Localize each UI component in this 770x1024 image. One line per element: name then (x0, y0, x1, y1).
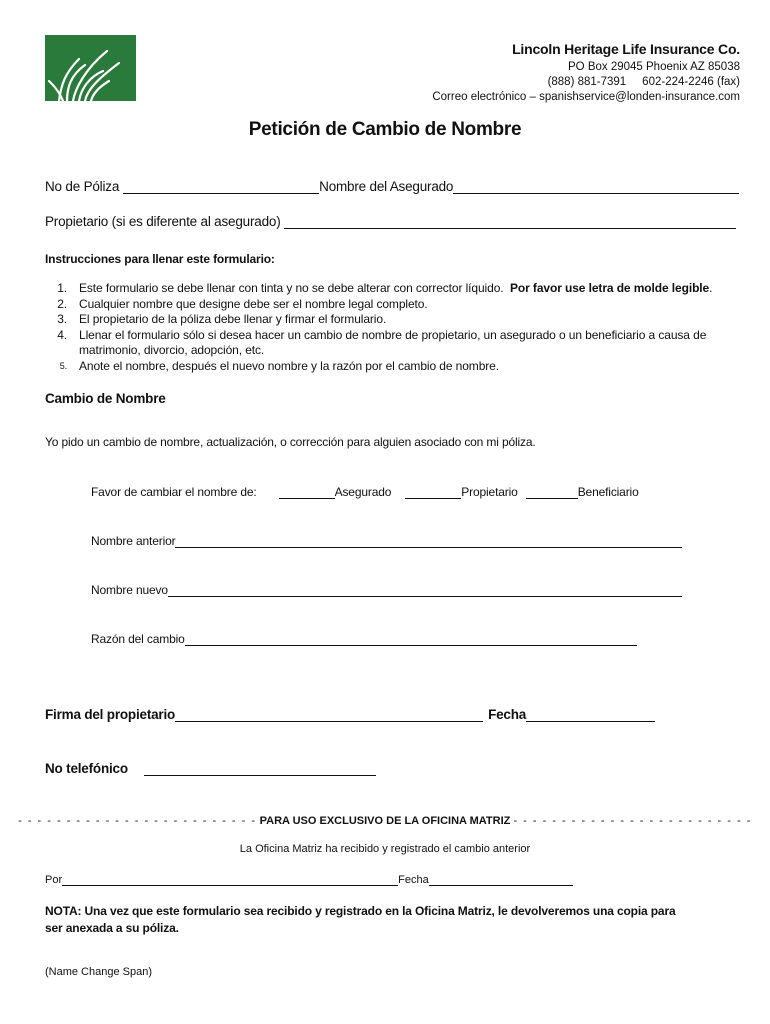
owner-signature-label: Firma del propietario (45, 707, 176, 722)
office-date-label: Fecha (398, 874, 429, 886)
office-use-heading (0, 815, 770, 827)
company-email: Correo electrónico – spanishservice@londen-insurance.com (432, 91, 740, 103)
list-item-text: Llenar el formulario sólo si desea hacer un cambio de nombre de propietario, un asegurado o un beneficiario a causa de matrimonio, divorcio, adopción, etc. (79, 327, 707, 357)
owner-field[interactable] (284, 214, 736, 229)
list-item-number: 3. (57, 312, 67, 326)
policy-number-label: No de Póliza (45, 179, 120, 194)
owner-option-label: Propietario (461, 485, 518, 499)
office-by-field[interactable] (62, 874, 398, 886)
list-item (45, 359, 735, 375)
dash-separator-right: - - - - - - - - - - - - - - - - - - - - - - - - - (513, 815, 752, 827)
green-grass-logo-icon (45, 35, 136, 101)
list-item (45, 328, 735, 359)
signature-row (45, 707, 655, 722)
list-item-text: Anote el nombre, después el nuevo nombre y la razón por el cambio de nombre. (79, 358, 499, 373)
company-address: PO Box 29045 Phoenix AZ 85038 (568, 61, 740, 73)
policy-number-field[interactable] (123, 179, 319, 194)
change-of-label: Favor de cambiar el nombre de: (91, 485, 257, 499)
form-code: (Name Change Span) (45, 966, 153, 978)
signature-date-label: Fecha (488, 707, 527, 722)
office-by-label: Por (45, 874, 63, 886)
reason-row (91, 631, 637, 646)
phone-label: No telefónico (45, 761, 128, 776)
office-use-title: PARA USO EXCLUSIVO DE LA OFICINA MATRIZ (259, 815, 511, 827)
dash-separator-left: - - - - - - - - - - - - - - - - - - - - - - - - - (18, 815, 257, 827)
company-info (432, 41, 740, 105)
office-date-field[interactable] (429, 874, 573, 886)
list-item-number: 5. (59, 360, 67, 371)
old-name-label: Nombre anterior (91, 534, 176, 548)
note-text: NOTA: Una vez que este formulario sea recibido y registrado en la Oficina Matriz, le devolveremos una copia para ser anexada a su póliza. (45, 904, 676, 935)
list-item-text-part: Este formulario se debe llenar con tinta y no se debe alterar con corrector líquido. (79, 281, 504, 295)
list-item-tail: . (709, 281, 713, 295)
page-title: Petición de Cambio de Nombre (248, 119, 522, 140)
office-by-row (45, 874, 573, 886)
list-item (45, 297, 735, 313)
insured-option-label: Asegurado (334, 485, 392, 499)
company-name: Lincoln Heritage Life Insurance Co. (512, 41, 740, 57)
list-item-text: Cualquier nombre que designe debe ser el nombre legal completo. (79, 296, 428, 311)
list-item (45, 281, 735, 297)
signature-date-field[interactable] (526, 707, 655, 722)
new-name-label: Nombre nuevo (91, 583, 168, 597)
change-heading: Cambio de Nombre (45, 391, 166, 406)
reason-label: Razón del cambio (91, 632, 185, 646)
owner-checkbox-line[interactable] (405, 484, 461, 499)
list-item-text (79, 281, 712, 297)
list-item-number: 1. (57, 281, 67, 295)
owner-row (45, 214, 736, 229)
owner-label: Propietario (si es diferente al asegurado) (45, 214, 281, 229)
list-item-number: 2. (57, 296, 67, 311)
instructions-heading: Instrucciones para llenar este formulario: (45, 252, 275, 266)
new-name-row (91, 582, 682, 597)
change-of-row (91, 484, 639, 499)
phone-row (45, 761, 376, 776)
reason-field[interactable] (185, 631, 637, 646)
phone-field[interactable] (144, 761, 376, 776)
instructions-list (45, 281, 735, 374)
list-item-emphasis: Por favor use letra de molde legible (509, 281, 710, 295)
policy-row (45, 179, 739, 194)
owner-signature-field[interactable] (175, 707, 483, 722)
beneficiary-option-label: Beneficiario (577, 485, 639, 499)
change-request-text: Yo pido un cambio de nombre, actualización, o corrección para alguien asociado con mi póliza. (45, 435, 536, 449)
office-received-text: La Oficina Matriz ha recibido y registrado el cambio anterior (239, 843, 531, 855)
company-logo (45, 35, 136, 101)
list-item (45, 312, 735, 328)
list-item-text: El propietario de la póliza debe llenar y firmar el formulario. (79, 312, 387, 326)
insured-name-label: Nombre del Asegurado (319, 179, 454, 194)
new-name-field[interactable] (168, 582, 682, 597)
insured-checkbox-line[interactable] (279, 484, 335, 499)
old-name-row (91, 533, 682, 548)
company-phones: (888) 881-7391 602-224-2246 (fax) (547, 76, 740, 88)
list-item-number: 4. (57, 327, 67, 342)
insured-name-field[interactable] (453, 179, 739, 194)
old-name-field[interactable] (175, 533, 682, 548)
beneficiary-checkbox-line[interactable] (526, 484, 578, 499)
